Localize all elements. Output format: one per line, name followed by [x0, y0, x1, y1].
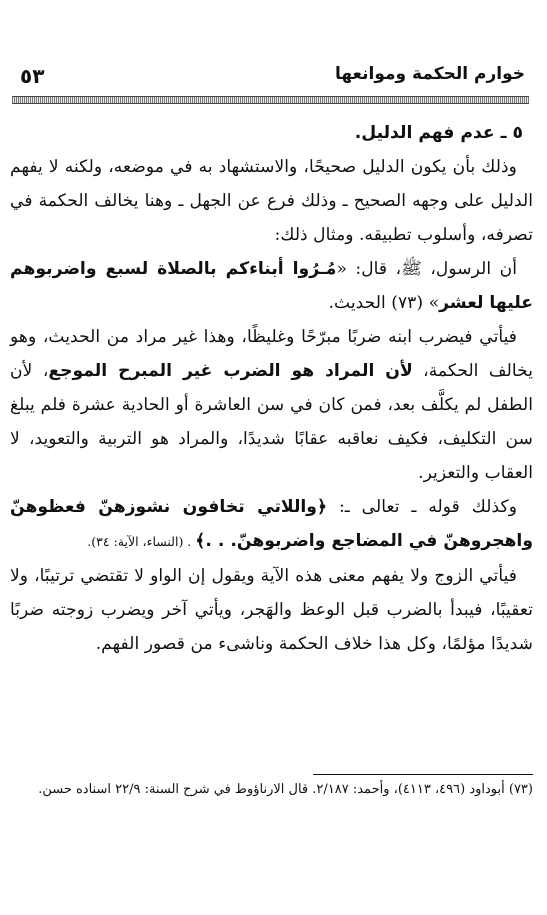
quran-ref: . (النساء، الآية: ٣٤). [87, 534, 196, 549]
paragraph: فيأتي الزوج ولا يفهم معنى هذه الآية ويقول إن الواو لا تقتضي ترتيبًا، ولا تعقيبًا، فيبدأ بالضرب قبل الوعظ والهَجر، ويأتي آخر ويضرب زوجته ضربًا شديدًا مؤلمًا، وكل هذا خلاف الحكمة وناشىء من قصور الفهم. [10, 566, 533, 654]
page-header [12, 62, 529, 92]
main-text [10, 116, 533, 661]
hadith-quote: مُـرُوا أبناءكم بالصلاة لسبع واضربوهم عليها لعشر [10, 259, 533, 313]
paragraph [10, 320, 533, 490]
quran-quote: ﴿واللاتي تخافون نشوزهنّ فعظوهنّ واهجروهنّ في المضاجع واضربوهنّ. . .﴾ [10, 497, 533, 551]
footnote-ref: » (٧٣) [391, 293, 440, 313]
text: فيأتي فيضرب ابنه ضربًا مبرّحًا وغليظًا، وهذا غير مراد من الحديث، وهو يخالف الحكمة، [10, 327, 534, 381]
header-rule [12, 96, 529, 104]
running-title: خوارم الحكمة وموانعها [334, 64, 525, 84]
text: وكذلك قوله ـ تعالى ـ: [327, 497, 517, 517]
footnote-rule [313, 774, 533, 775]
paragraph [10, 252, 533, 320]
footnotes [18, 778, 533, 802]
footnote: (٧٣) أبوداود (٤٩٦، ٤١١٣)، وأحمد: ٢/١٨٧. قال الارناؤوط في شرح السنة: ٢٢/٩ اسناده حسن. [38, 782, 533, 797]
text: ، لأن الطفل لم يكلَّف بعد، فمن كان في سن العاشرة أو الحادية عشرة فلم يبلغ سن التكليف، فكيف نعاقبه عقابًا شديدًا، والمراد هو التربية والتعويد، لا العقاب والتعزير. [10, 361, 533, 483]
text: أن الرسول، ﷺ، قال: « [336, 259, 517, 279]
paragraph: وذلك بأن يكون الدليل صحيحًا، والاستشهاد به في موضعه، ولكنه لا يفهم الدليل على وجهه الصحيح ـ وذلك فرع عن الجهل ـ وهنا يخالف الحكمة في تصرفه، وأسلوب تطبيقه. ومثال ذلك: [10, 157, 533, 245]
section-heading: ٥ ـ عدم فهم الدليل. [354, 123, 523, 143]
emphasis: لأن المراد هو الضرب غير المبرح الموجع [48, 361, 413, 381]
paragraph [10, 490, 533, 559]
page-number: ٥٣ [20, 64, 45, 88]
text: الحديث. [328, 293, 392, 313]
